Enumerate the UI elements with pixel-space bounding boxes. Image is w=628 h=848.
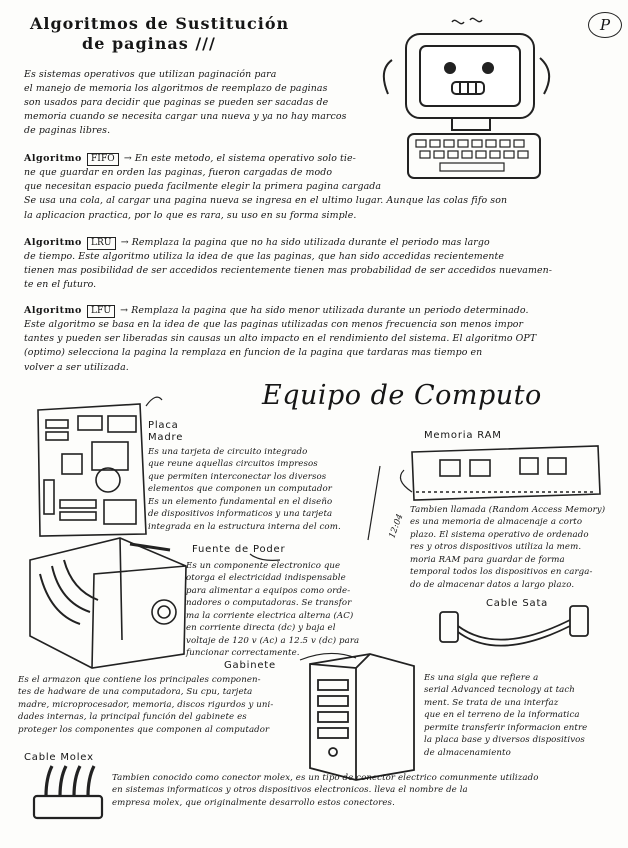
fifo-line: la aplicacion practica, por lo que es rara, su uso en su forma simple. [24, 209, 357, 221]
molex-text [112, 772, 620, 809]
title-line-2: de paginas /// [82, 34, 216, 53]
title-line-1: Algoritmos de Sustitución [30, 14, 290, 33]
fuente-line: en corriente directa (dc) y baja el [186, 623, 336, 634]
page-mark: P [588, 12, 622, 38]
sata-label: Cable Sata [486, 598, 549, 609]
gabinete-line: tes de hadware de una computadora, Su cpu, tarjeta [18, 687, 253, 698]
sata-line: serial Advanced tecnology at tach [424, 685, 575, 696]
fifo-line: ne que guardar en orden las paginas, fueron cargadas de modo [24, 167, 333, 179]
fifo-tag: FIFO [87, 153, 119, 166]
sata-text [424, 672, 624, 759]
ram-text [410, 504, 624, 591]
fuente-line: otorga el electricidad indispensable [186, 573, 346, 584]
page-title [30, 14, 289, 54]
intro-line: el manejo de memoria los algoritmos de reemplazo de paginas [24, 83, 328, 95]
intro-line: memoria cuando se necesita cargar una nueva y ya no hay marcos [24, 111, 347, 123]
lru-line: de tiempo. Este algoritmo utiliza la idea de que las paginas, que han sido accedidas recientemente [24, 251, 505, 263]
molex-line: en sistemas informaticos y otros dispositivos electronicos. lleva el nombre de la [112, 785, 468, 796]
molex-label: Cable Molex [24, 752, 94, 763]
sata-line: la placa base y diversos dispositivos [424, 735, 585, 746]
molex-line: Tambien conocido como conector molex, es un tipo de conector electrico comunmente utilizado [112, 773, 539, 783]
lru-line: te en el futuro. [24, 279, 97, 291]
sata-line: ment. Se trata de una interfaz [424, 697, 559, 708]
gabinete-line: dades internas, la principal función del gabinete es [18, 712, 247, 723]
ram-line: Tambien llamada (Random Access Memory) [410, 505, 606, 515]
lru-label: Algoritmo [24, 237, 82, 248]
placa-line: Es un elemento fundamental en el diseño [148, 496, 333, 507]
fuente-line: funcionar correctamente. [186, 648, 300, 659]
sata-line: que en el terreno de la informatica [424, 710, 580, 721]
fuente-label: Fuente de Poder [192, 544, 286, 555]
lru-section [24, 236, 620, 293]
fuente-text [186, 560, 392, 660]
fifo-line: que necesitan espacio pueda facilmente elegir la primera pagina cargada [24, 181, 382, 193]
ram-line: moria RAM para guardar de forma [410, 554, 565, 565]
motherboard-drawing [38, 397, 162, 536]
sata-line: Es una sigla que refiere a [424, 673, 539, 683]
placa-line: Es una tarjeta de circuito integrado [148, 447, 308, 457]
fuente-line: voltaje de 120 v (Ac) a 12.5 v (dc) para [186, 635, 360, 646]
lfu-line: (optimo) selecciona la pagina la remplaza en funcion de la pagina que tardaras mas tiempo en [24, 347, 483, 359]
fifo-line: Se usa una cola, al cargar una pagina nueva se ingresa en el ultimo lugar. Aunque las colas fifo son [24, 195, 508, 207]
molex-line: empresa molex, que originalmente desarrollo estos conectores. [112, 797, 395, 808]
gabinete-line: madre, microprocesador, memoria, discos rigurdos y uni- [18, 699, 274, 710]
placa-line: de dispositivos informaticos y una tarjeta [148, 509, 333, 520]
fifo-label: Algoritmo [24, 153, 82, 164]
ram-line: temporal todos los dispositivos en carga- [410, 567, 593, 578]
fuente-line: para alimentar a equipos como orde- [186, 585, 351, 596]
gabinete-text [18, 674, 308, 736]
lfu-label: Algoritmo [24, 305, 82, 316]
ram-line: plazo. El sistema operativo de ordenado [410, 529, 589, 540]
gabinete-line: proteger los componentes que componen al computador [18, 724, 270, 735]
sata-line: permite transferir informacion entre [424, 722, 588, 733]
lfu-line: Este algoritmo se basa en la idea de que las paginas utilizadas con menos frecuencia son menos impor [24, 319, 524, 331]
fifo-section [24, 152, 620, 223]
lru-line: tienen mas posibilidad de ser accedidos recientemente tienen mas probabilidad de ser accedidos nuevamen- [24, 265, 553, 277]
ram-line: do de almacenar datos a largo plazo. [410, 579, 575, 590]
placa-line: que permiten interconectar los diversos [148, 471, 327, 482]
sata-line: de almacenamiento [424, 747, 511, 758]
molex-cable-drawing [34, 766, 102, 818]
placa-line: que reune aquellas circuitos impresos [148, 459, 318, 470]
lfu-line: volver a ser utilizada. [24, 361, 129, 373]
doodle-text: 12:04 [387, 512, 406, 540]
placa-label: Placa Madre [148, 420, 184, 443]
lfu-line: → Remplaza la pagina que ha sido menor utilizada durante un periodo determinado. [120, 305, 529, 316]
fuente-line: Es un componente electronico que [186, 561, 341, 571]
fuente-line: nadores o computadoras. Se transfor [186, 598, 352, 609]
lfu-section [24, 304, 620, 375]
placa-line: elementos que componen un computador [148, 484, 332, 495]
intro-paragraph [24, 68, 394, 139]
lfu-line: tantes y pueden ser liberadas sin causas un alto impacto en el rendimiento del sistema. El algoritmo OPT [24, 333, 537, 345]
placa-line: integrada en la estructura interna del com. [148, 521, 341, 532]
placa-text [148, 446, 378, 533]
lfu-tag: LFU [87, 305, 115, 318]
intro-line: de paginas libres. [24, 125, 111, 137]
power-supply-drawing [30, 538, 186, 668]
ram-line: res y otros dispositivos utiliza la mem. [410, 542, 582, 553]
section-heading-equipo: Equipo de Computo [262, 380, 542, 411]
sata-cable-drawing [440, 606, 588, 646]
intro-line: son usados para decidir que paginas se pueden ser sacadas de [24, 97, 329, 109]
fuente-line: ma la corriente electrica alterna (AC) [186, 610, 354, 621]
ram-drawing [400, 446, 600, 500]
lru-line: → Remplaza la pagina que no ha sido utilizada durante el periodo mas largo [120, 237, 490, 248]
ram-line: es una memoria de almacenaje a corto [410, 517, 583, 528]
computer-case-drawing [310, 654, 414, 780]
gabinete-line: Es el armazon que contiene los principales componen- [18, 675, 261, 685]
ram-label: Memoria RAM [424, 430, 502, 441]
intro-line: Es sistemas operativos que utilizan paginación para [24, 69, 277, 80]
fifo-line: → En este metodo, el sistema operativo solo tie- [123, 153, 356, 164]
gabinete-label: Gabinete [224, 660, 276, 671]
lru-tag: LRU [87, 237, 116, 250]
